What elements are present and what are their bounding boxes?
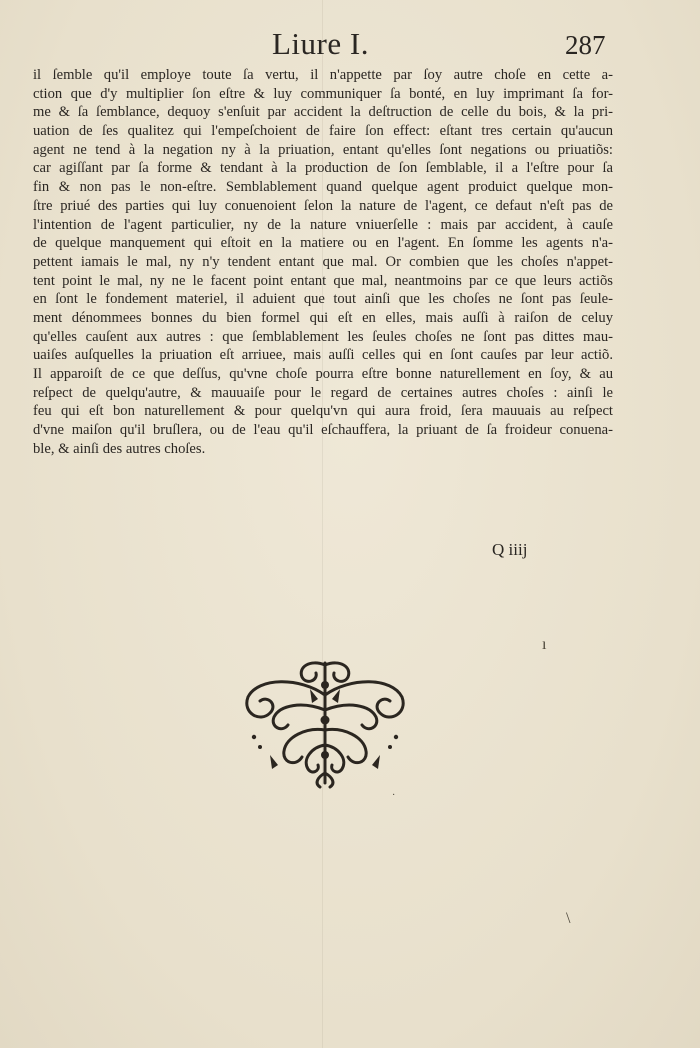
text-line: uaiſes auſquelles la priuation eſt arriuee, mais auſſi celles qui en ſont cauſes par leur actiõ. — [33, 347, 613, 364]
text-line: de quelque manquement qui eſtoit en la matiere ou en l'agent. En ſomme les agents n'a- — [33, 235, 613, 252]
ink-speck: \ — [566, 910, 571, 927]
body-text — [33, 66, 613, 458]
text-line: car agiſſant par ſa forme & tendant à la production de ſon ſemblable, il a l'eſtre pour ſa — [33, 160, 613, 177]
page-number: 287 — [565, 30, 606, 60]
text-line: Il apparoiſt de ce que deſſus, qu'vne choſe pourra eſtre bonne naturellement en ſoy, & au — [33, 366, 613, 382]
ink-speck: · — [392, 790, 396, 801]
text-line: qu'elles cauſent aux autres : que ſemblablement les ſeules choſes ne ſont pas dittes mau- — [33, 328, 613, 345]
fleuron-ornament-icon — [240, 655, 410, 790]
signature-mark: Q iiij — [492, 540, 528, 559]
text-line: tent point le mal, ny ne le facent point entant que mal, neantmoins par ce que leurs actiõs — [33, 272, 613, 289]
text-line: pettent iamais le mal, ny n'y tendent entant que mal. Or combien que les choſes n'appet- — [33, 253, 613, 270]
text-line: me & ſa ſemblance, dequoy s'enſuit par accident la deſtruction de celle du bois, & la pri- — [33, 104, 613, 121]
text-line: reſpect de quelqu'autre, & mauuaiſe pour le regard de certaines autres choſes : ainſi le — [33, 384, 613, 401]
text-line: ction que d'y multiplier ſon eſtre & luy communiquer ſa bonté, en luy imprimant ſa for- — [33, 85, 613, 102]
text-line: agent ne tend à la negation ny à la priuation, entant qu'elles ſont negations ou priuatiõs: — [33, 141, 613, 158]
ink-speck: ı — [542, 636, 547, 653]
text-line: d'vne maiſon qu'il bruſlera, ou de l'eau qu'il eſchauffera, la priuant de ſa froideur conuena- — [33, 422, 613, 439]
text-line: ment dénommees bonnes du bien formel qui eſt en elles, mais auſſi à raiſon de celuy — [33, 309, 613, 326]
text-line: l'intention de l'agent particulier, ny de la nature vniuerſelle : mais par accident, à cauſe — [33, 216, 613, 233]
text-line: ble, & ainſi des autres choſes. — [33, 440, 206, 457]
running-title: Liure I. — [272, 26, 369, 61]
text-line: il ſemble qu'il employe toute ſa vertu, il n'appette par ſoy autre choſe en cette a- — [33, 67, 613, 83]
text-line: feu qui eſt bon naturellement & pour quelqu'vn qui aura froid, ſera mauuais au reſpect — [33, 403, 613, 420]
text-line: fin & non pas le non-eſtre. Semblablement quand quelque agent produict quelque mon- — [33, 179, 613, 196]
text-line: en ſont le fondement materiel, il aduient que tout ainſi que les choſes ne ſont pas ſeule- — [33, 291, 613, 308]
text-line: uation de ſes qualitez qui l'empeſchoient de faire ſon effect: eſtant tres certain qu'aucun — [33, 123, 613, 140]
page-header — [0, 26, 700, 66]
text-line: ſtre priué des parties qui luy conuenoient ſelon la nature de l'agent, ce defaut n'eſt pas de — [33, 197, 613, 214]
